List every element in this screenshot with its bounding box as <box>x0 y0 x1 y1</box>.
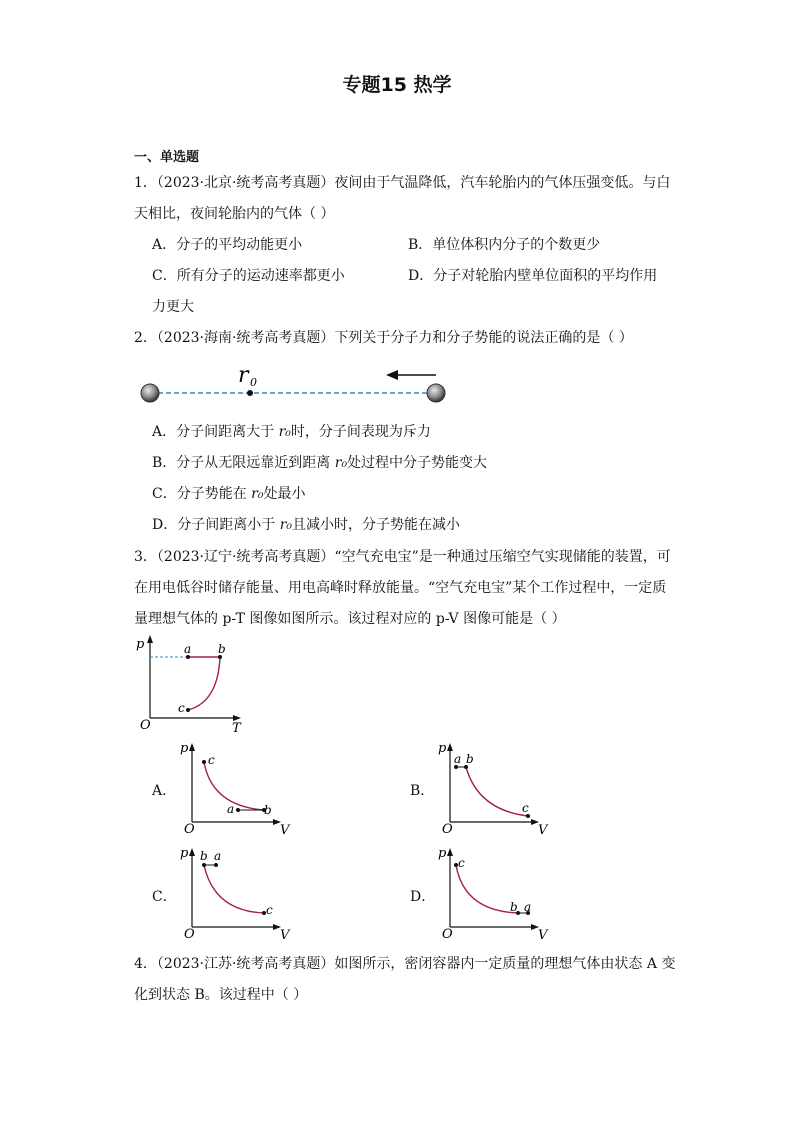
svg-text:V: V <box>538 823 548 838</box>
q2-option-a: A．分子间距离大于 r₀时，分子间表现为斥力 <box>152 424 431 440</box>
svg-text:O: O <box>442 822 453 837</box>
q1-option-c: C．所有分子的运动速率都更小 <box>152 268 345 284</box>
q4-stem-line1: 4．（2023·江苏·统考高考真题）如图所示，密闭容器内一定质量的理想气体由状态 A 变 <box>134 956 676 972</box>
q2-stem: 2．（2023·海南·统考高考真题）下列关于分子力和分子势能的说法正确的是（ ） <box>134 330 633 346</box>
q1-option-a: A．分子的平均动能更小 <box>152 237 303 253</box>
svg-text:p: p <box>438 741 447 756</box>
q1-stem-line2: 天相比，夜间轮胎内的气体（ ） <box>134 206 335 222</box>
q3-option-c-graph[interactable] <box>178 843 288 943</box>
q1-option-d-line1: D．分子对轮胎内壁单位面积的平均作用 <box>408 268 658 284</box>
left-arrow-icon <box>386 370 398 380</box>
svg-text:c: c <box>522 801 529 815</box>
q3-stem-line1: 3．（2023·辽宁·统考高考真题）“空气充电宝”是一种通过压缩空气实现储能的装置，可 <box>134 549 671 565</box>
svg-text:b: b <box>510 900 518 914</box>
svg-text:b: b <box>466 752 474 766</box>
q4-stem-line2: 化到状态 B。该过程中（ ） <box>134 987 308 1003</box>
r0-point <box>247 390 253 396</box>
svg-text:b: b <box>200 849 208 863</box>
q3-option-a-label[interactable]: A． <box>152 783 177 799</box>
svg-text:a: a <box>454 752 462 766</box>
q3-stem-line3: 量理想气体的 p-T 图像如图所示。该过程对应的 p-V 图像可能是（ ） <box>134 611 566 627</box>
svg-text:T: T <box>232 721 241 736</box>
q3-option-d-label[interactable]: D． <box>410 889 436 905</box>
q1-stem-line1: 1．（2023·北京·统考高考真题）夜间由于气温降低，汽车轮胎内的气体压强变低。与白 <box>134 175 671 191</box>
svg-text:p: p <box>180 741 189 756</box>
svg-text:a: a <box>214 849 222 863</box>
svg-text:c: c <box>458 856 465 870</box>
svg-text:a: a <box>524 900 532 914</box>
r0-label: r <box>238 363 249 388</box>
svg-text:p: p <box>180 846 189 861</box>
svg-text:b: b <box>218 642 226 656</box>
svg-text:p: p <box>136 637 145 652</box>
q3-stem-line2: 在用电低谷时储存能量、用电高峰时释放能量。“空气充电宝”某个工作过程中，一定质 <box>134 580 667 596</box>
svg-text:O: O <box>184 927 195 942</box>
svg-text:p: p <box>438 846 447 861</box>
svg-text:O: O <box>184 822 195 837</box>
q3-option-b-label[interactable]: B． <box>410 783 435 799</box>
section-heading: 一、单选题 <box>134 150 200 165</box>
svg-text:b: b <box>264 803 272 817</box>
q3-option-d-graph[interactable] <box>436 843 546 943</box>
svg-text:a: a <box>227 802 235 816</box>
svg-text:V: V <box>280 823 290 838</box>
q3-option-b-graph[interactable] <box>436 738 546 838</box>
svg-text:c: c <box>266 903 273 917</box>
q2-molecule-figure <box>130 358 460 408</box>
svg-text:c: c <box>208 753 215 767</box>
q1-option-b: B．单位体积内分子的个数更少 <box>408 237 601 253</box>
svg-text:O: O <box>140 718 151 733</box>
left-molecule <box>141 384 159 402</box>
q2-option-b: B．分子从无限远靠近到距离 r₀处过程中分子势能变大 <box>152 455 488 471</box>
q1-option-d-line2: 力更大 <box>152 299 194 315</box>
r0-subscript: 0 <box>250 376 257 389</box>
svg-text:V: V <box>538 928 548 943</box>
q2-option-d: D．分子间距离小于 r₀且减小时，分子势能在减小 <box>152 517 460 533</box>
q3-option-c-label[interactable]: C． <box>152 889 177 905</box>
svg-text:c: c <box>178 701 185 715</box>
svg-text:O: O <box>442 927 453 942</box>
q3-pT-graph <box>134 632 254 736</box>
right-molecule <box>427 384 445 402</box>
q2-option-c: C．分子势能在 r₀处最小 <box>152 486 306 502</box>
page-title: 专题15 热学 <box>342 74 452 96</box>
svg-text:V: V <box>280 928 290 943</box>
q3-option-a-graph[interactable] <box>178 738 288 838</box>
svg-text:a: a <box>184 642 192 656</box>
